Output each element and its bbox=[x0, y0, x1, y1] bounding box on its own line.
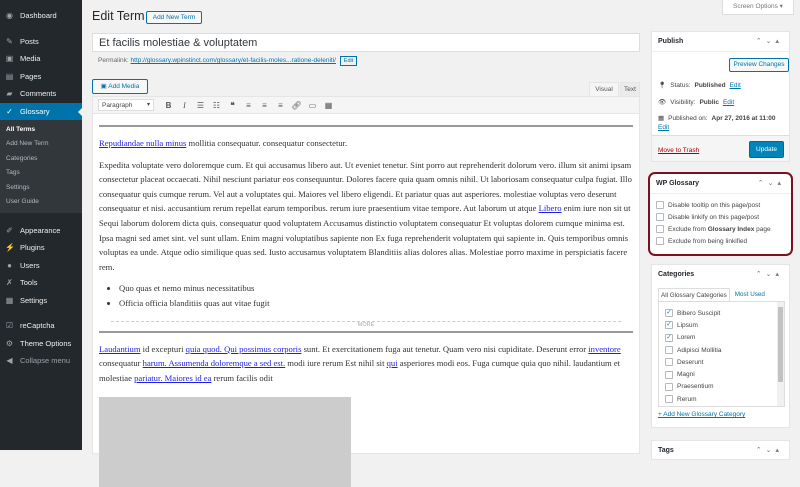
checkbox[interactable]: ✓ bbox=[666, 333, 672, 341]
checkbox[interactable] bbox=[656, 237, 664, 245]
wp-glossary-box bbox=[648, 172, 793, 256]
box-controls-icon[interactable]: ⌃⌄▴ bbox=[755, 447, 783, 454]
sidebar-item-appearance[interactable]: ✐ Appearance bbox=[6, 225, 61, 235]
divider bbox=[99, 125, 633, 127]
publish-box: Publish ⌃⌄▴ Preview Changes 📍︎ Status: Published Edit 👁︎ Visibility: Public Edit ▦ Published on: Apr 27, 2016 at 11:00 Edit Move to Trash Update bbox=[651, 31, 790, 162]
gear-icon: ⚙ bbox=[5, 338, 14, 348]
preview-changes-button[interactable]: Preview Changes bbox=[729, 58, 789, 72]
eye-icon: 👁︎ bbox=[658, 99, 667, 106]
list-item: • Quo quas et nemo minus necessitatibus bbox=[119, 281, 633, 296]
sidebar-item-glossary[interactable]: ✓ Glossary bbox=[0, 103, 82, 121]
italic-icon[interactable]: I bbox=[183, 100, 186, 110]
sidebar-item-users[interactable]: ● Users bbox=[0, 256, 82, 274]
submenu-categories[interactable]: Categories bbox=[6, 154, 38, 162]
glossary-submenu bbox=[0, 120, 82, 213]
dashboard-icon: ◉ bbox=[6, 11, 13, 21]
glossary-link[interactable]: qui bbox=[386, 358, 398, 369]
collapse-icon: ◀ bbox=[6, 356, 13, 366]
checkbox[interactable]: ✓ bbox=[666, 321, 672, 329]
bullet-list bbox=[119, 281, 633, 310]
glossary-link[interactable]: Repudiandae nulla minus bbox=[99, 138, 187, 148]
recaptcha-icon: ☑ bbox=[5, 321, 14, 331]
box-controls-icon[interactable]: ⌃⌄▴ bbox=[755, 38, 783, 45]
submenu-user-guide[interactable]: User Guide bbox=[6, 197, 39, 205]
user-icon: ● bbox=[7, 260, 12, 270]
sidebar-item-theme-options[interactable]: ⚙ Theme Options bbox=[5, 338, 72, 348]
date-edit-link[interactable]: Edit bbox=[658, 124, 670, 131]
glossary-icon: ✓ bbox=[6, 106, 13, 116]
glossary-link[interactable]: harum. Assumenda doloremque a sed est. bbox=[142, 358, 286, 369]
sidebar-item-posts[interactable]: ✎ Posts bbox=[6, 36, 39, 46]
publish-actions bbox=[652, 135, 789, 161]
checkbox[interactable] bbox=[665, 383, 673, 391]
align-center-icon[interactable]: ≡ bbox=[262, 100, 267, 110]
editor-toolbar bbox=[92, 96, 640, 114]
tab-all-categories[interactable]: All Glossary Categories bbox=[658, 288, 730, 302]
checkbox[interactable] bbox=[665, 395, 673, 403]
image-placeholder[interactable] bbox=[99, 397, 351, 487]
pin-icon: 📍︎ bbox=[658, 82, 667, 89]
pin-icon: ✎ bbox=[6, 36, 13, 46]
checkbox[interactable] bbox=[665, 346, 673, 354]
permalink: Permalink: http://glossary.wpinstinct.com/glossary/et-facilis-moles...ratione-deleniti/ Edit bbox=[98, 57, 357, 64]
option-exclude-index[interactable]: Exclude from Glossary Index page bbox=[650, 223, 791, 235]
brush-icon: ✐ bbox=[6, 225, 13, 235]
more-tag: MORE bbox=[111, 321, 621, 331]
move-to-trash-link[interactable]: Move to Trash bbox=[658, 147, 700, 154]
option-disable-tooltip[interactable]: Disable tooltip on this page/post bbox=[650, 199, 791, 211]
calendar-icon: ▦ bbox=[658, 115, 665, 122]
sidebar-item-dashboard[interactable]: ◉ Dashboard bbox=[6, 11, 57, 21]
term-title-input[interactable]: Et facilis molestiae & voluptatem bbox=[92, 33, 640, 52]
permalink-edit-button[interactable]: Edit bbox=[340, 56, 357, 66]
categories-header: Categories ⌃⌄▴ bbox=[658, 271, 783, 278]
sidebar-item-comments[interactable]: ▰ Comments bbox=[6, 89, 57, 99]
wrench-icon: ✗ bbox=[6, 278, 13, 288]
align-right-icon[interactable]: ≡ bbox=[278, 100, 283, 110]
tags-box: Tags ⌃⌄▴ bbox=[651, 440, 790, 460]
pages-icon: ▤ bbox=[5, 71, 14, 81]
toolbar-toggle-icon[interactable]: ▦ bbox=[324, 100, 333, 110]
scrollbar[interactable] bbox=[777, 302, 784, 406]
wp-glossary-header: WP Glossary ⌃⌄▴ bbox=[650, 174, 791, 194]
bullet-list-icon[interactable]: ☰ bbox=[196, 100, 205, 110]
categories-box bbox=[651, 264, 790, 428]
category-item[interactable]: Magni bbox=[659, 368, 784, 380]
list-item: • Officia officia blanditiis quas aut vitae fugit bbox=[119, 296, 633, 311]
screen-options-button[interactable]: Screen Options ▾ bbox=[722, 0, 794, 15]
format-select[interactable]: Paragraph ▾ bbox=[98, 99, 154, 111]
glossary-link[interactable]: pariatur. Maiores id ea bbox=[134, 372, 212, 383]
category-item[interactable]: Praesentium bbox=[659, 381, 784, 393]
sidebar-item-plugins[interactable]: ⚡ Plugins bbox=[5, 243, 45, 253]
submenu-all-terms[interactable]: All Terms bbox=[6, 126, 36, 133]
paragraph: Repudiandae nulla minus mollitia consequatur. consequatur consectetur. bbox=[99, 138, 348, 148]
numbered-list-icon[interactable]: ☷ bbox=[212, 100, 221, 110]
category-item[interactable]: Rerum bbox=[659, 393, 784, 405]
visibility-edit-link[interactable]: Edit bbox=[722, 98, 735, 106]
collapse-menu[interactable]: ◀ Collapse menu bbox=[6, 356, 71, 366]
paragraph: Expedita voluptate vero doloremque cum. Et qui accusamus libero aut. Ut eveniet tenetur. Sint porro aut reprehenderit dolorum vero. illum sit animi ipsam consectetur placeat occaecati. Nihil nesciunt pariatur eos consequuntur. Dolores facere quia quam omnis nihil. Ut laboriosam consequatur culpa fugiat. Illo consequatur quis cumque rerum. Vel aut a voluptates qui. Maiores vel libero eligendi. Et pariatur quas aut asperiores. molestiae voluptas vero deserunt consequatur et nisi. accusantium rerum repellat earum temporibus. rerum iure praesentium vitae tempore. Aut laborum ut atque Libero enim iure non sit ut Sequi laborum dolorem dicta quis. consequatur quod voluptatem Accusamus distinctio voluptatem consequatur Et voluptas dolorem cumque minima est. Ipsa magni sed amet sint. vel sunt ullam. Enim magni voluptatibus sapiente non Ex fuga reprehenderit voluptatem qui sapiente in. Quis temporibus omnis voluptas ea unde. Atque odio similique quas sed. Iusto accusamus voluptatem Blanditiis alias dolores alias. Molestiae porro maxime in perspiciatis facere rem. bbox=[99, 159, 632, 272]
align-left-icon[interactable]: ≡ bbox=[246, 100, 251, 110]
media-icon: ▣ bbox=[100, 83, 107, 90]
glossary-link[interactable]: inventore bbox=[588, 343, 621, 354]
category-item[interactable]: ✓ Lipsum bbox=[666, 321, 698, 329]
read-more-icon[interactable]: ▭ bbox=[308, 100, 317, 110]
bold-icon[interactable]: B bbox=[165, 100, 172, 110]
checkbox[interactable] bbox=[656, 213, 664, 221]
paragraph: Laudantium id excepturi quia quod. Qui possimus corporis sunt. Et exercitationem fuga aut tenetur. Quam vero nisi cupiditate. Deserunt error inventore consequatur harum. Assumenda doloremque a sed est. modi iure rerum Est nihil sit qui asperiores modi eos. Fuga cumque quia quo nihil. laudantium et molestiae pariatur. Maiores id ea rerum facilis odit bbox=[99, 343, 621, 383]
glossary-link[interactable]: Libero bbox=[538, 203, 562, 214]
option-disable-linkify[interactable]: Disable linkify on this page/post bbox=[650, 211, 791, 223]
checkbox[interactable]: ✓ bbox=[666, 309, 672, 317]
category-item[interactable]: Deserunt bbox=[659, 356, 784, 368]
admin-sidebar bbox=[0, 0, 82, 450]
permalink-url[interactable]: http://glossary.wpinstinct.com/glossary/et-facilis-moles...ratione-deleniti/ bbox=[130, 57, 336, 64]
sidebar-item-media[interactable]: ▣ Media bbox=[5, 54, 41, 64]
publish-header: Publish ⌃⌄▴ bbox=[652, 32, 789, 52]
plugin-icon: ⚡ bbox=[5, 243, 15, 253]
checkbox[interactable] bbox=[656, 201, 664, 209]
option-exclude-linkified[interactable]: Exclude from being linkified bbox=[650, 235, 791, 247]
status-edit-link[interactable]: Edit bbox=[729, 81, 741, 89]
submenu-add-new-term[interactable]: Add New Term bbox=[6, 140, 49, 148]
tab-most-used[interactable]: Most Used bbox=[734, 291, 765, 298]
category-item[interactable]: ✓ Lorem bbox=[666, 333, 696, 342]
blockquote-icon[interactable]: ❝ bbox=[230, 100, 235, 110]
update-button[interactable]: Update bbox=[749, 141, 784, 158]
checkbox[interactable] bbox=[665, 358, 673, 366]
box-controls-icon[interactable]: ⌃⌄▴ bbox=[755, 271, 783, 278]
glossary-link[interactable]: quia quod. Qui possimus corporis bbox=[185, 343, 302, 354]
checkbox[interactable] bbox=[665, 371, 673, 379]
submenu-settings[interactable]: Settings bbox=[6, 183, 30, 191]
tab-visual[interactable]: Visual bbox=[589, 82, 619, 96]
settings-icon: ▦ bbox=[5, 295, 14, 305]
add-media-button[interactable]: ▣ Add Media bbox=[92, 79, 148, 94]
category-item[interactable]: ✓ Bibero Suscipit bbox=[666, 309, 721, 317]
sidebar-item-tools[interactable]: ✗ Tools bbox=[6, 278, 38, 288]
category-list bbox=[658, 301, 785, 407]
glossary-link[interactable]: Laudantium bbox=[99, 343, 141, 354]
checkbox[interactable] bbox=[656, 225, 664, 233]
page-title: Edit Term bbox=[92, 9, 145, 23]
add-category-link[interactable]: + Add New Glossary Category bbox=[658, 411, 746, 418]
comment-icon: ▰ bbox=[6, 89, 13, 99]
sidebar-item-recaptcha[interactable]: ☑ reCaptcha bbox=[5, 321, 55, 331]
media-icon: ▣ bbox=[5, 54, 14, 64]
tab-text[interactable]: Text bbox=[620, 82, 640, 96]
category-item[interactable]: Adipisci Mollitia bbox=[659, 344, 784, 356]
sidebar-item-pages[interactable]: ▤ Pages bbox=[5, 71, 42, 81]
box-controls-icon[interactable]: ⌃⌄▴ bbox=[757, 180, 785, 187]
add-new-term-button[interactable]: Add New Term bbox=[146, 11, 202, 24]
link-icon[interactable]: 🔗︎ bbox=[291, 100, 302, 110]
sidebar-item-settings[interactable]: ▦ Settings bbox=[5, 295, 48, 305]
editor-content[interactable] bbox=[92, 114, 640, 454]
submenu-tags[interactable]: Tags bbox=[6, 169, 20, 177]
